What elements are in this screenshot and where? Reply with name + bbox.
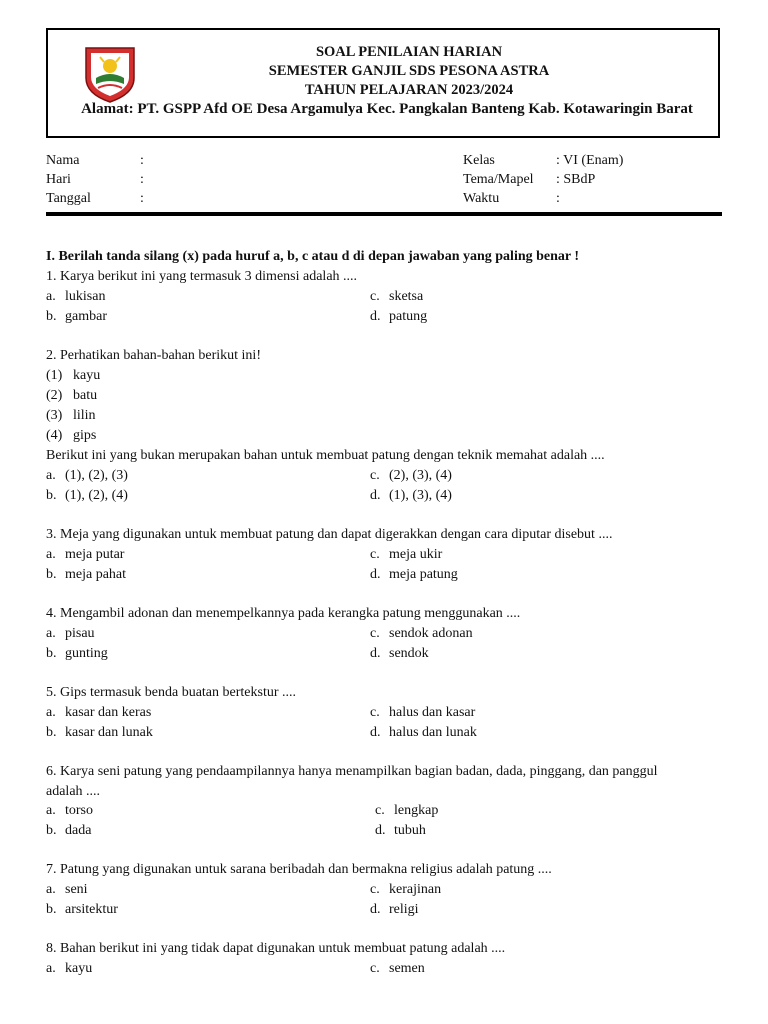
question-6-text: 6. Karya seni patung yang pendaampilannya hanya menampilkan bagian badan, dada, pinggang, dan panggul adalah .... xyxy=(46,764,658,799)
tema-value: : SBdP xyxy=(556,172,596,187)
nama-label: Nama xyxy=(46,153,80,168)
option-a[interactable]: a. pisau xyxy=(46,626,95,641)
option-c[interactable]: c. sendok adonan xyxy=(370,626,473,641)
tanggal-row xyxy=(46,189,144,208)
question-2-text: 2. Perhatikan bahan-bahan berikut ini! xyxy=(46,348,261,363)
option-c[interactable]: c. sketsa xyxy=(370,289,424,304)
question-8-options xyxy=(46,959,722,979)
kelas-row xyxy=(463,151,623,170)
exam-header xyxy=(46,28,720,138)
list-item: (1) kayu xyxy=(46,368,101,383)
school-semester: SEMESTER GANJIL SDS PESONA ASTRA xyxy=(268,63,550,79)
question-4-options xyxy=(46,624,722,664)
tema-row xyxy=(463,170,623,189)
kelas-value: : VI (Enam) xyxy=(556,153,624,168)
waktu-row xyxy=(463,189,623,208)
option-d[interactable]: d. patung xyxy=(370,309,428,324)
option-b[interactable]: b. arsitektur xyxy=(46,902,118,917)
section-instruction: I. Berilah tanda silang (x) pada huruf a, b, c atau d di depan jawaban yang paling benar ! xyxy=(46,249,580,264)
option-d[interactable]: d. sendok xyxy=(370,646,429,661)
option-c[interactable]: c. halus dan kasar xyxy=(370,705,476,720)
waktu-value: : xyxy=(556,191,560,206)
hari-row xyxy=(46,170,144,189)
question-4-text: 4. Mengambil adonan dan menempelkannya pada kerangka patung menggunakan .... xyxy=(46,606,521,621)
kelas-label: Kelas xyxy=(463,153,495,168)
list-item: (4) gips xyxy=(46,428,97,443)
student-info xyxy=(46,151,144,208)
option-c[interactable]: c. kerajinan xyxy=(370,882,442,897)
question-2-options xyxy=(46,466,722,506)
hari-label: Hari xyxy=(46,172,71,187)
option-c[interactable]: c. lengkap xyxy=(375,803,439,818)
header-divider xyxy=(46,212,722,216)
hari-value: : xyxy=(140,172,144,187)
option-b[interactable]: b. gambar xyxy=(46,309,107,324)
tanggal-label: Tanggal xyxy=(46,191,91,206)
option-a[interactable]: a. kayu xyxy=(46,961,93,976)
question-7-text: 7. Patung yang digunakan untuk sarana beribadah dan bermakna religius adalah patung .... xyxy=(46,862,552,877)
option-b[interactable]: b. kasar dan lunak xyxy=(46,725,153,740)
option-d[interactable]: d. religi xyxy=(370,902,419,917)
tanggal-value: : xyxy=(140,191,144,206)
waktu-label: Waktu xyxy=(463,191,500,206)
option-a[interactable]: a. meja putar xyxy=(46,547,125,562)
question-3-options xyxy=(46,545,722,585)
question-6-options xyxy=(46,801,722,841)
list-item: (2) batu xyxy=(46,388,98,403)
option-d[interactable]: d. halus dan lunak xyxy=(370,725,477,740)
question-2-stem: Berikut ini yang bukan merupakan bahan untuk membuat patung dengan teknik memahat adalah .... xyxy=(46,448,605,463)
exam-title: SOAL PENILAIAN HARIAN xyxy=(315,44,503,60)
option-b[interactable]: b. (1), (2), (4) xyxy=(46,488,128,503)
question-section xyxy=(46,247,722,979)
option-a[interactable]: a. (1), (2), (3) xyxy=(46,468,128,483)
option-a[interactable]: a. kasar dan keras xyxy=(46,705,152,720)
nama-row xyxy=(46,151,144,170)
option-c[interactable]: c. meja ukir xyxy=(370,547,443,562)
option-b[interactable]: b. meja pahat xyxy=(46,567,127,582)
option-c[interactable]: c. (2), (3), (4) xyxy=(370,468,452,483)
option-d[interactable]: d. (1), (3), (4) xyxy=(370,488,452,503)
question-5-text: 5. Gips termasuk benda buatan bertekstur .... xyxy=(46,685,296,700)
option-d[interactable]: d. meja patung xyxy=(370,567,458,582)
school-address: Alamat: PT. GSPP Afd OE Desa Argamulya Kec. Pangkalan Banteng Kab. Kotawaringin Barat xyxy=(81,101,693,117)
option-d[interactable]: d. tubuh xyxy=(375,823,426,838)
nama-value: : xyxy=(140,153,144,168)
option-c[interactable]: c. semen xyxy=(370,961,425,976)
tema-label: Tema/Mapel xyxy=(463,172,534,187)
question-5-options xyxy=(46,703,722,743)
question-7-options xyxy=(46,880,722,920)
option-b[interactable]: b. gunting xyxy=(46,646,108,661)
option-a[interactable]: a. seni xyxy=(46,882,88,897)
question-1-text: 1. Karya berikut ini yang termasuk 3 dimensi adalah .... xyxy=(46,269,358,284)
academic-year: TAHUN PELAJARAN 2023/2024 xyxy=(304,82,514,98)
question-3-text: 3. Meja yang digunakan untuk membuat patung dan dapat digerakkan dengan cara diputar disebut .... xyxy=(46,527,613,542)
question-8-text: 8. Bahan berikut ini yang tidak dapat digunakan untuk membuat patung adalah .... xyxy=(46,941,506,956)
option-a[interactable]: a. lukisan xyxy=(46,289,106,304)
list-item: (3) lilin xyxy=(46,408,96,423)
question-1-options xyxy=(46,287,722,327)
option-a[interactable]: a. torso xyxy=(46,803,93,818)
option-b[interactable]: b. dada xyxy=(46,823,92,838)
class-info xyxy=(463,151,623,208)
